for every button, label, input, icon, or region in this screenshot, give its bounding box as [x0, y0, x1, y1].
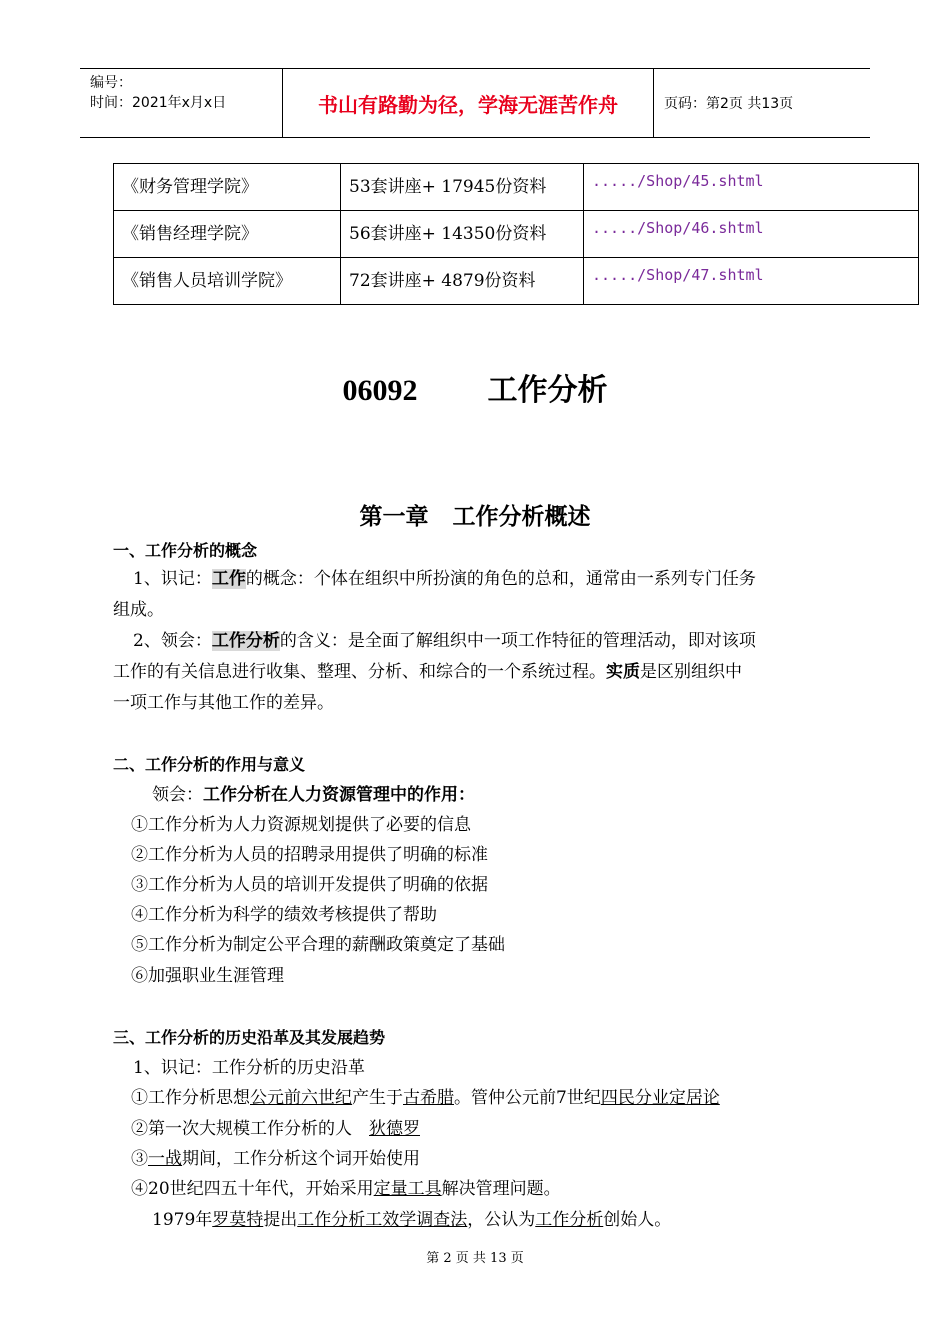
course-code: 06092: [342, 374, 418, 407]
underlined-term: 定量工具: [373, 1179, 442, 1199]
bold-term: 工作分析在人力资源管理中的作用：: [203, 785, 475, 805]
paragraph-cont: 组成。: [113, 600, 164, 620]
page-footer: 第 2 页 共 13 页: [426, 1251, 524, 1266]
text: 。管仲公元前7世纪: [454, 1088, 601, 1108]
underlined-term: 工作分析: [535, 1210, 604, 1230]
paragraph-cont: [113, 657, 848, 687]
table-cell-content: 53套讲座+ 17945份资料: [341, 164, 584, 211]
intro-line: [152, 780, 887, 810]
text: 1979年: [152, 1210, 213, 1230]
header-page-info: 页码：第2页 共13页: [664, 96, 794, 112]
text: ③: [131, 1149, 148, 1169]
text: 是区别组织中: [640, 662, 742, 682]
text: 的含义：是全面了解组织中一项工作特征的管理活动，即对该项: [279, 631, 756, 651]
underlined-term: 工作分析工效学调查法: [297, 1210, 468, 1230]
text: 领会：: [152, 785, 203, 805]
text: 提出: [263, 1210, 298, 1230]
table-row: [114, 164, 919, 211]
text: 2、领会：: [133, 631, 212, 651]
table-cell-name: 《财务管理学院》: [114, 164, 341, 211]
document-title: [0, 365, 950, 409]
highlight-term: 工作: [211, 569, 246, 589]
underlined-term: 狄德罗: [369, 1119, 420, 1139]
list-item: ⑥加强职业生涯管理: [131, 966, 284, 986]
text: 的概念：个体在组织中所扮演的角色的总和，通常由一系列专门任务: [245, 569, 756, 589]
section-heading: 一、工作分析的概念: [113, 541, 258, 560]
page-header: [80, 68, 870, 138]
table-cell-content: 56套讲座+ 14350份资料: [341, 211, 584, 258]
text: 1、识记：: [133, 569, 212, 589]
text: ④20世纪四五十年代，开始采用: [131, 1179, 374, 1199]
text: ②第一次大规模工作分析的人: [131, 1119, 369, 1139]
list-item: [131, 1174, 866, 1204]
underlined-term: 罗莫特: [212, 1210, 264, 1230]
list-item: [152, 1205, 887, 1235]
table-cell-content: 72套讲座+ 4879份资料: [341, 258, 584, 305]
underlined-term: 公元前六世纪: [250, 1088, 352, 1108]
table-cell-link[interactable]: ...../Shop/47.shtml: [584, 258, 919, 305]
number-label: 编号：: [90, 75, 132, 91]
course-title: 工作分析: [487, 373, 608, 408]
list-item: [131, 1083, 866, 1113]
table-cell-name: 《销售经理学院》: [114, 211, 341, 258]
list-item: ②工作分析为人员的招聘录用提供了明确的标准: [131, 845, 488, 865]
chapter-title: [0, 498, 950, 531]
list-item: [131, 1114, 866, 1144]
text: 产生于: [352, 1088, 403, 1108]
section-heading: 三、工作分析的历史沿革及其发展趋势: [113, 1028, 386, 1047]
table-row: [114, 211, 919, 258]
list-item: ①工作分析为人力资源规划提供了必要的信息: [131, 815, 471, 835]
text: ①工作分析思想: [131, 1088, 250, 1108]
section-heading: 二、工作分析的作用与意义: [113, 755, 306, 774]
highlight-term: 工作分析: [211, 631, 280, 651]
list-item: 1、识记：工作分析的历史沿革: [133, 1058, 365, 1078]
paragraph: [133, 626, 868, 656]
underlined-term: 一战: [148, 1149, 182, 1169]
table-cell-link[interactable]: ...../Shop/45.shtml: [584, 164, 919, 211]
text: 工作的有关信息进行收集、整理、分析、和综合的一个系统过程。: [113, 662, 606, 682]
text: 创始人。: [603, 1210, 672, 1230]
text: 解决管理问题。: [441, 1179, 561, 1199]
table-cell-name: 《销售人员培训学院》: [114, 258, 341, 305]
paragraph: [133, 564, 868, 594]
text: ，公认为: [467, 1210, 536, 1230]
paragraph-cont: 一项工作与其他工作的差异。: [113, 693, 334, 713]
list-item: [131, 1144, 866, 1174]
text: 期间，工作分析这个词开始使用: [182, 1149, 420, 1169]
list-item: ③工作分析为人员的培训开发提供了明确的依据: [131, 875, 488, 895]
header-motto: 书山有路勤为径，学海无涯苦作舟: [282, 69, 654, 137]
table-row: [114, 258, 919, 305]
bold-term: 实质: [606, 662, 640, 682]
header-meta: [80, 69, 280, 137]
underlined-term: 四民分业定居论: [600, 1088, 720, 1108]
underlined-term: 古希腊: [403, 1088, 454, 1108]
chapter-number: 第一章: [359, 503, 429, 530]
table-cell-link[interactable]: ...../Shop/46.shtml: [584, 211, 919, 258]
list-item: ④工作分析为科学的绩效考核提供了帮助: [131, 905, 437, 925]
time-label: 时间：2021年x月x日: [90, 95, 227, 111]
list-item: ⑤工作分析为制定公平合理的薪酬政策奠定了基础: [131, 935, 505, 955]
chapter-name: 工作分析概述: [452, 503, 591, 530]
resource-table: [113, 163, 919, 305]
